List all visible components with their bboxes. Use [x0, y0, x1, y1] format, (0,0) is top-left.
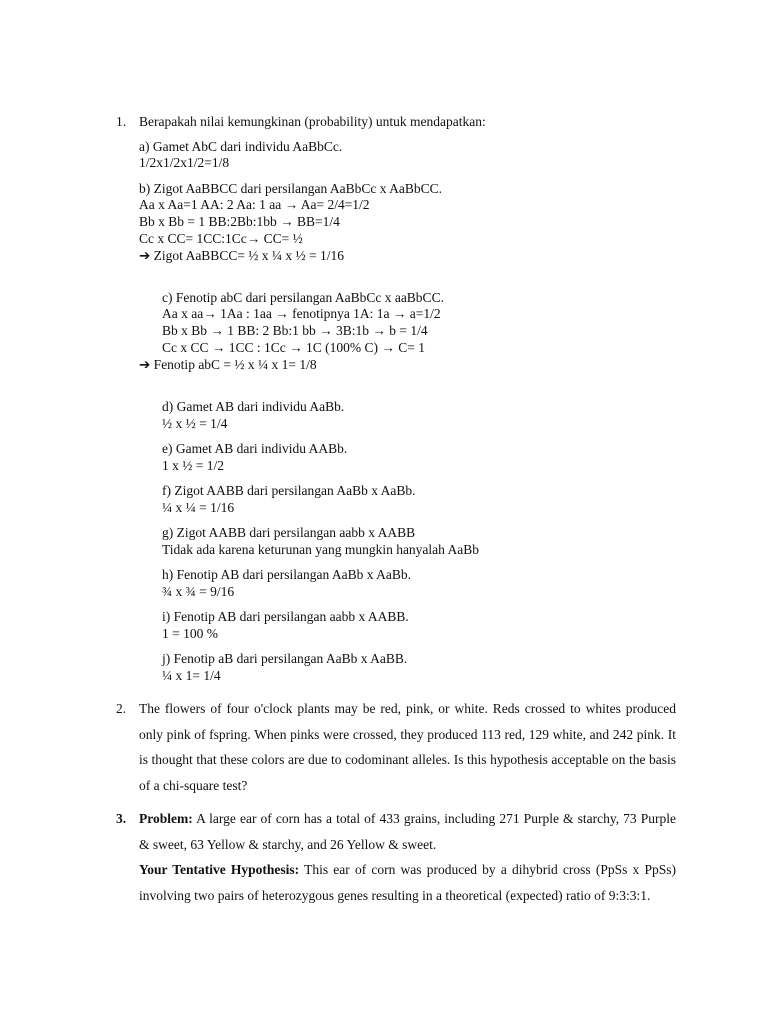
item-b-title: b) Zigot AaBBCC dari persilangan AaBbCc x AaBbCC. [139, 181, 442, 196]
question-1-number: 1. [116, 114, 127, 129]
item-j-title: j) Fenotip aB dari persilangan AaBb x AaBB. [162, 651, 408, 666]
item-h-title: h) Fenotip AB dari persilangan AaBb x AaBb. [162, 567, 411, 582]
problem-text: A large ear of corn has a total of 433 grains, including 271 Purple & starchy, 73 Purple & sweet, 63 Yellow & starchy, and 26 Yellow & sweet. [139, 811, 676, 852]
item-j-answer: ¼ x 1= 1/4 [162, 668, 221, 683]
item-a-title: a) Gamet AbC dari individu AaBbCc. [139, 139, 343, 154]
item-c-line: Aa x aa→ 1Aa : 1aa → fenotipnya 1A: 1a → a=1/2 [162, 306, 441, 321]
item-b-line: Cc x CC= 1CC:1Cc→ CC= ½ [139, 231, 303, 246]
item-g-title: g) Zigot AABB dari persilangan aabb x AABB [162, 525, 416, 540]
question-2-text: The flowers of four o'clock plants may be red, pink, or white. Reds crossed to whites produced only pink of fspring. When pinks were crossed, they produced 113 red, 129 white, and 242 pink. It is thought that these colors are due to codominant alleles. Is this hypothesis acceptable on the basis of a chi-square test? [139, 701, 676, 793]
question-3-problem [139, 806, 676, 857]
item-b-line: Aa x Aa=1 AA: 2 Aa: 1 aa → Aa= 2/4=1/2 [139, 197, 370, 212]
item-e-answer: 1 x ½ = 1/2 [162, 458, 224, 473]
question-1-prompt: Berapakah nilai kemungkinan (probability) untuk mendapatkan: [139, 114, 486, 129]
question-3-number: 3. [116, 811, 127, 826]
item-a-answer: 1/2x1/2x1/2=1/8 [139, 155, 230, 170]
problem-label: Problem: [139, 811, 193, 826]
question-3-hypothesis [139, 857, 676, 908]
item-g-answer: Tidak ada karena keturunan yang mungkin hanyalah AaBb [162, 542, 480, 557]
item-h-answer: ¾ x ¾ = 9/16 [162, 584, 235, 599]
item-f-title: f) Zigot AABB dari persilangan AaBb x AaBb. [162, 483, 416, 498]
item-e-title: e) Gamet AB dari individu AABb. [162, 441, 348, 456]
item-c-result: ➔ Fenotip abC = ½ x ¼ x 1= 1/8 [139, 357, 317, 372]
hypothesis-label: Your Tentative Hypothesis: [139, 862, 300, 877]
item-b-result: ➔ Zigot AaBBCC= ½ x ¼ x ½ = 1/16 [139, 248, 345, 263]
item-d-answer: ½ x ½ = 1/4 [162, 416, 228, 431]
item-f-answer: ¼ x ¼ = 1/16 [162, 500, 235, 515]
question-2-number: 2. [116, 701, 127, 716]
item-c-title: c) Fenotip abC dari persilangan AaBbCc x aaBbCC. [162, 290, 444, 305]
item-i-answer: 1 = 100 % [162, 626, 218, 641]
hypothesis-text: This ear of corn was produced by a dihybrid cross (PpSs x PpSs) involving two pairs of heterozygous genes resulting in a theoretical (expected) ratio of 9:3:3:1. [139, 862, 676, 903]
item-c-line: Bb x Bb → 1 BB: 2 Bb:1 bb → 3B:1b → b = 1/4 [162, 323, 428, 338]
item-d-title: d) Gamet AB dari individu AaBb. [162, 399, 345, 414]
item-i-title: i) Fenotip AB dari persilangan aabb x AABB. [162, 609, 409, 624]
item-c-line: Cc x CC → 1CC : 1Cc → 1C (100% C) → C= 1 [162, 340, 425, 355]
item-b-line: Bb x Bb = 1 BB:2Bb:1bb → BB=1/4 [139, 214, 340, 229]
